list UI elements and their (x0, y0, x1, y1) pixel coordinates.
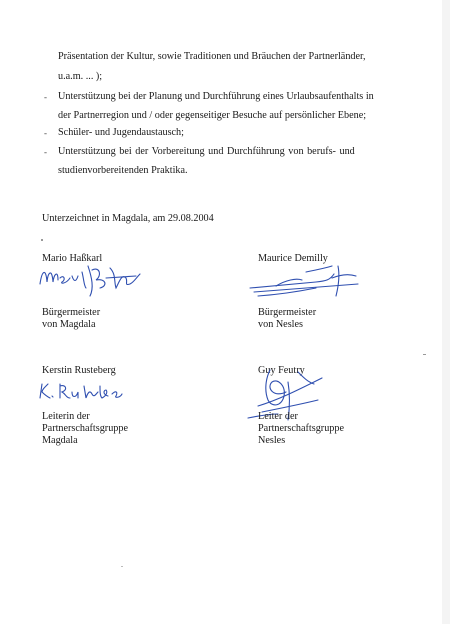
list-item-2-line1: Unterstützung bei der Planung und Durchführung eines Urlaubsaufenthalts in (58, 91, 374, 102)
list-bullet: - (44, 92, 47, 102)
scan-speck (41, 239, 43, 241)
list-item-1-line2: u.a.m. ... ); (58, 71, 103, 82)
signatory-role: Bürgermeister (42, 307, 101, 318)
signatory-name-haßkarl: Mario Haßkarl (42, 253, 103, 264)
signatory-role: Leiterin der (42, 411, 90, 422)
signatory-name-rusteberg: Kerstin Rusteberg (42, 365, 116, 376)
signatory-place: Nesles (258, 435, 286, 446)
list-item-1-line1: Präsentation der Kultur, sowie Traditionen und Bräuchen der Partnerländer, (58, 51, 366, 62)
signature-image (36, 378, 128, 404)
signatory-org: Partnerschaftsgruppe (258, 423, 344, 434)
list-item-2-line2: der Partnerregion und / oder gegenseitiger Besuche auf persönlicher Ebene; (58, 110, 367, 121)
scan-edge (442, 0, 450, 624)
list-item-4-line2: studienvorbereitenden Praktika. (58, 165, 188, 176)
signed-date-line: Unterzeichnet in Magdala, am 29.08.2004 (42, 213, 214, 224)
signatory-place: Magdala (42, 435, 78, 446)
list-bullet: - (44, 128, 47, 138)
signatory-place: von Magdala (42, 319, 96, 330)
signature-image (246, 262, 376, 300)
signatory-org: Partnerschaftsgruppe (42, 423, 128, 434)
signatory-place: von Nesles (258, 319, 303, 330)
signatory-name-demilly: Maurice Demilly (258, 253, 328, 264)
signatory-name-feutry: Guy Feutry (258, 365, 305, 376)
scan-speck (121, 566, 123, 567)
signatory-role: Bürgermeister (258, 307, 317, 318)
list-bullet: - (44, 147, 47, 157)
list-item-4-line1: Unterstützung bei der Vorbereitung und Durchführung von berufs- und (58, 146, 355, 157)
list-item-3: Schüler- und Jugendaustausch; (58, 127, 184, 138)
scan-speck (423, 354, 426, 355)
signatory-role: Leiter der (258, 411, 298, 422)
signature-image (36, 260, 156, 300)
